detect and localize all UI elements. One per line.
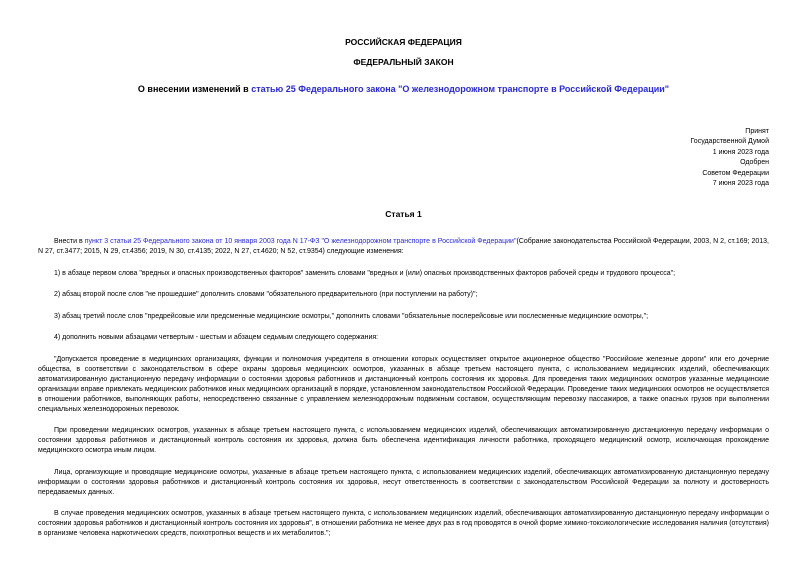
new-paragraph-2: При проведении медицинских осмотров, указанных в абзаце третьем настоящего пункта, с использованием медицинских изделий, обеспечивающих автоматизированную дистанционную передачу информации о состоянии здоровья работников и дистанционный контроль состояния их здоровья, должна быть обеспечена идентификация личности работника, проходящего медицинский осмотр, исключающая прохождение медицинского осмотра иным лицом. [38,427,769,454]
intro-suffix: (Собрание законодательства Российской Федерации, 2003, N 2, ст.169; 2013, N 27, ст.3477; 2015, N 29, ст.4356; 2019, N 30, ст.4135; 2022, N 27, ст.4620; N 52, ст.9354) следующие изменения: [38,238,770,255]
approved-date: 7 июня 2023 года [712,180,769,188]
adopted-by: Государственной Думой [690,138,769,146]
country-heading: РОССИЙСКАЯ ФЕДЕРАЦИЯ [345,37,462,47]
article-body [38,237,769,539]
amendment-item-4: 4) дополнить новыми абзацами четвертым - шестым и абзацем седьмым следующего содержания: [54,334,379,341]
amendment-item-2: 2) абзац второй после слов "не прошедшие" дополнить словами "обязательного предварительного (при поступлении на работу)"; [54,291,478,298]
law-type-heading: ФЕДЕРАЛЬНЫЙ ЗАКОН [353,57,454,67]
law-title-link[interactable]: статью 25 Федерального закона "О железнодорожном транспорте в Российской Федерации" [251,84,670,94]
law-title [0,84,807,94]
new-paragraph-1: "Допускается проведение в медицинских организациях, функции и полномочия учредителя в отношении которых осуществляет открытое акционерное общество "Российские железные дороги" или его дочерние общества, в соответствии с законодательством в сфере охраны здоровья медицинских осмотров, указанных в абзаце третьем настоящего пункта, с использованием медицинских изделий, обеспечивающих автоматизированную дистанционную передачу информации о состоянии здоровья работников и дистанционный контроль состояния их здоровья. Для проведения таких медицинских осмотров указанные медицинские организации вправе привлекать медицинских работников иных медицинских организаций в порядке, установленном законодательством Российской Федерации. Проведение таких медицинских осмотров не осуществляется в отношении работников, выполняющих работы, непосредственно связанные с управлением железнодорожным подвижным составом, осуществляющим перевозку пассажиров, а также опасных грузов при выполнении специальных железнодорожных перевозок. [38,355,769,413]
new-paragraph-3: Лица, организующие и проводящие медицинские осмотры, указанные в абзаце третьем настоящего пункта, с использованием медицинских изделий, обеспечивающих автоматизированную дистанционную передачу информации о состоянии здоровья работников и дистанционный контроль состояния их здоровья, несут ответственность в соответствии с законодательством Российской Федерации за полноту и достоверность передаваемых данных. [38,468,769,496]
amendment-item-1: 1) в абзаце первом слова "вредных и опасных производственных факторов" заменить словами "вредных и (или) опасных производственных факторов рабочей среды и трудового процесса"; [54,269,676,277]
intro-law-link[interactable]: пункт 3 статьи 25 Федерального закона от 10 января 2003 года N 17-ФЗ "О железнодорожном транспорте в Российской Федерации" [84,238,517,245]
article-heading: Статья 1 [385,209,422,219]
amendment-item-3: 3) абзац третий после слов "предрейсовые или предсменные медицинские осмотры," дополнить словами "обязательные послерейсовые или послесменные медицинские осмотры,"; [54,312,649,320]
adopted-label: Принят [745,128,769,135]
adopted-date: 1 июня 2023 года [712,148,769,156]
adoption-block [690,127,769,189]
new-paragraph-4: В случае проведения медицинских осмотров, указанных в абзаце третьем настоящего пункта, с использованием медицинских изделий, обеспечивающих автоматизированную дистанционную передачу информации о состоянии здоровья работников и дистанционный контроль состояния их здоровья", в отношении работника не менее двух раз в год проводятся в очной форме химико-токсикологические исследования наличия (отсутствия) в организме человека наркотических средств, психотропных веществ и их метаболитов."; [38,510,769,537]
approved-label: Одобрен [740,159,769,167]
law-title-prefix: О внесении изменений в [137,84,252,94]
intro-prefix: Внести в [54,238,85,245]
approved-by: Советом Федерации [702,169,769,177]
article-intro [38,237,769,257]
